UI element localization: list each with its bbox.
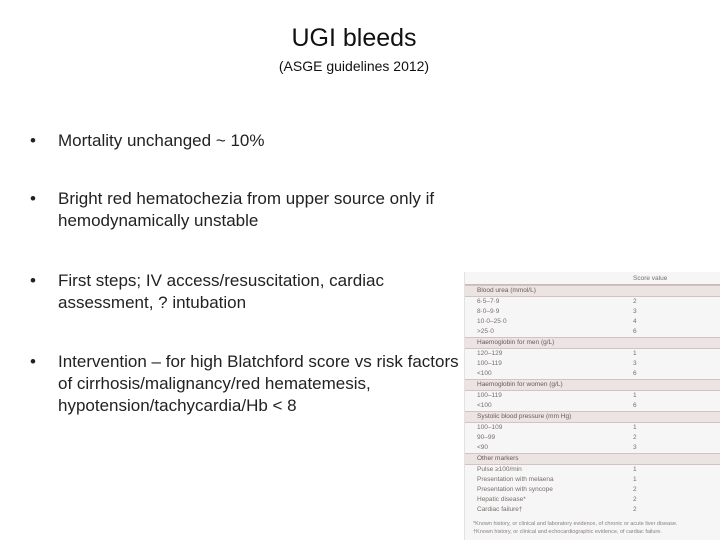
row-label: 100–119 xyxy=(477,360,502,367)
row-label: 8·0–9·9 xyxy=(477,308,500,315)
row-score: 1 xyxy=(633,392,637,399)
row-label: Other markers xyxy=(477,455,519,462)
bullet-item xyxy=(30,351,460,417)
row-label: 90–99 xyxy=(477,434,496,441)
table-section-header xyxy=(465,453,720,465)
row-label: >25·0 xyxy=(477,328,494,335)
blatchford-score-table xyxy=(464,272,720,540)
row-score: 1 xyxy=(633,424,637,431)
row-label: Hepatic disease* xyxy=(477,496,526,503)
row-label: 100–119 xyxy=(477,392,502,399)
row-score: 3 xyxy=(633,360,637,367)
bullet-dot: • xyxy=(30,352,36,371)
row-score: 3 xyxy=(633,308,637,315)
row-score: 1 xyxy=(633,476,637,483)
table-row xyxy=(465,485,720,495)
bullet-text: Mortality unchanged ~ 10% xyxy=(58,131,265,150)
row-label: Blood urea (mmol/L) xyxy=(477,287,536,294)
row-label: <100 xyxy=(477,370,492,377)
table-section-header xyxy=(465,337,720,349)
slide-subtitle: (ASGE guidelines 2012) xyxy=(278,58,430,74)
row-score: 1 xyxy=(633,466,637,473)
row-label: 120–129 xyxy=(477,350,503,357)
row-label: Cardiac failure† xyxy=(477,506,523,513)
bullet-item xyxy=(30,188,460,232)
row-label: Pulse ≥100/min xyxy=(477,466,522,473)
row-score: 2 xyxy=(633,298,637,305)
table-row xyxy=(465,401,720,411)
table-row xyxy=(465,391,720,401)
table-row xyxy=(465,307,720,317)
bullet-item xyxy=(30,130,460,152)
row-score: 2 xyxy=(633,506,637,513)
row-label: <100 xyxy=(477,402,492,409)
table-row xyxy=(465,297,720,307)
table-row xyxy=(465,505,720,515)
row-label: 6·5–7·9 xyxy=(477,298,500,305)
table-row xyxy=(465,465,720,475)
row-label: Haemoglobin for women (g/L) xyxy=(477,381,563,388)
row-score: 6 xyxy=(633,328,637,335)
row-label: 100–109 xyxy=(477,424,503,431)
row-label: Haemoglobin for men (g/L) xyxy=(477,339,555,346)
table-row xyxy=(465,369,720,379)
table-row xyxy=(465,317,720,327)
row-label: Systolic blood pressure (mm Hg) xyxy=(477,413,572,420)
table-row xyxy=(465,475,720,485)
bullet-dot: • xyxy=(30,271,36,290)
row-score: 6 xyxy=(633,370,637,377)
row-score: 2 xyxy=(633,486,637,493)
row-label: 10·0–25·0 xyxy=(477,318,507,325)
table-footnotes xyxy=(473,520,719,536)
row-label: Presentation with syncope xyxy=(477,486,553,493)
table-row xyxy=(465,359,720,369)
row-score: 2 xyxy=(633,434,637,441)
bullet-dot: • xyxy=(30,131,36,150)
footnote: †Known history, or clinical and echocardiographic evidence, of cardiac failure. xyxy=(473,529,662,535)
bullet-text: Bright red hematochezia from upper source only if hemodynamically unstable xyxy=(58,189,435,230)
row-label: Presentation with melaena xyxy=(477,476,554,483)
row-score: 6 xyxy=(633,402,637,409)
table-row xyxy=(465,495,720,505)
table-row xyxy=(465,327,720,337)
footnote: *Known history, or clinical and laboratory evidence, of chronic or acute liver disease. xyxy=(473,521,678,527)
bullet-text: First steps; IV access/resuscitation, cardiac assessment, ? intubation xyxy=(58,271,384,312)
table-header xyxy=(465,272,720,285)
table-section-header xyxy=(465,285,720,297)
row-label: <90 xyxy=(477,444,489,451)
bullet-item xyxy=(30,270,460,314)
table-row xyxy=(465,443,720,453)
row-score: 3 xyxy=(633,444,637,451)
score-value-header: Score value xyxy=(633,275,668,282)
table-section-header xyxy=(465,411,720,423)
table-section-header xyxy=(465,379,720,391)
table-row xyxy=(465,433,720,443)
table-body xyxy=(465,285,720,515)
row-score: 1 xyxy=(633,350,637,357)
slide-title: UGI bleeds xyxy=(291,24,417,52)
table-row xyxy=(465,349,720,359)
table-row xyxy=(465,423,720,433)
bullet-text: Intervention – for high Blatchford score vs risk factors of cirrhosis/malignancy/red hematemesis, hypotension/tachycardia/Hb < 8 xyxy=(58,352,459,415)
row-score: 2 xyxy=(633,496,637,503)
bullet-dot: • xyxy=(30,189,36,208)
row-score: 4 xyxy=(633,318,637,325)
